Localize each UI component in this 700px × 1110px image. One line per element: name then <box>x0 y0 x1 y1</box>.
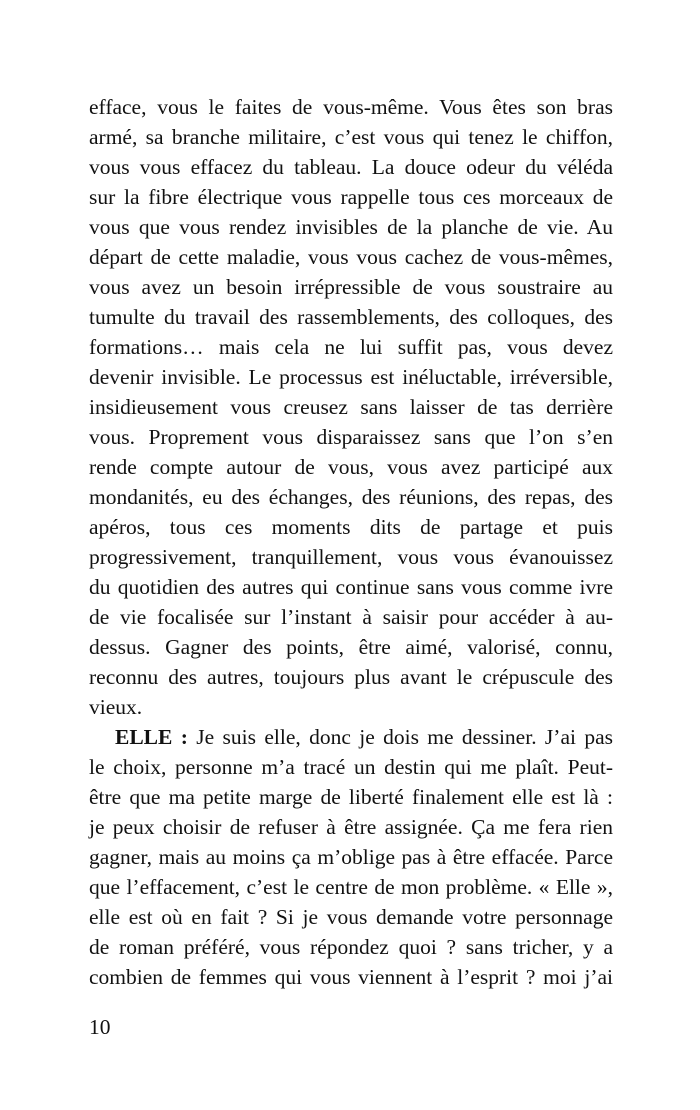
text-line: efface, vous le faites de vous-même. Vous êtes son bras <box>89 95 613 119</box>
text-line: apéros, tous ces moments dits de partage et puis <box>89 515 613 539</box>
text-line: mondanités, eu des échanges, des réunions, des repas, des <box>89 485 613 509</box>
text-line: combien de femmes qui vous viennent à l’esprit ? moi j’ai <box>89 965 613 989</box>
text-line: rende compte autour de vous, vous avez participé aux <box>89 455 613 479</box>
text-line: vous. Proprement vous disparaissez sans que l’on s’en <box>89 425 613 449</box>
speaker-line-text: Je suis elle, donc je dois me dessiner. J’ai pas <box>187 725 613 749</box>
text-line: reconnu des autres, toujours plus avant le crépuscule des <box>89 665 613 689</box>
text-line: progressivement, tranquillement, vous vous évanouissez <box>89 545 613 569</box>
text-line: elle est où en fait ? Si je vous demande votre personnage <box>89 905 613 929</box>
text-line: que l’effacement, c’est le centre de mon problème. « Elle », <box>89 875 613 899</box>
text-line: armé, sa branche militaire, c’est vous qui tenez le chiffon, <box>89 125 613 149</box>
text-line: insidieusement vous creusez sans laisser de tas derrière <box>89 395 613 419</box>
text-line: je peux choisir de refuser à être assignée. Ça me fera rien <box>89 815 613 839</box>
speaker-label: ELLE : <box>115 725 188 749</box>
text-line: vous avez un besoin irrépressible de vous soustraire au <box>89 275 613 299</box>
text-line: sur la fibre électrique vous rappelle tous ces morceaux de <box>89 185 613 209</box>
body-text <box>89 92 613 992</box>
text-line: vous vous effacez du tableau. La douce odeur du véléda <box>89 155 613 179</box>
text-line: départ de cette maladie, vous vous cachez de vous-mêmes, <box>89 245 613 269</box>
text-line: être que ma petite marge de liberté finalement elle est là : <box>89 785 613 809</box>
text-line: formations… mais cela ne lui suffit pas, vous devez <box>89 335 613 359</box>
text-line: devenir invisible. Le processus est inéluctable, irréversible, <box>89 365 613 389</box>
text-line: dessus. Gagner des points, être aimé, valorisé, connu, <box>89 635 613 659</box>
text-line: gagner, mais au moins ça m’oblige pas à être effacée. Parce <box>89 845 613 869</box>
paragraph-end-line: vieux. <box>89 695 143 719</box>
text-line: tumulte du travail des rassemblements, des colloques, des <box>89 305 613 329</box>
page-number: 10 <box>89 1015 111 1039</box>
text-line: le choix, personne m’a tracé un destin qui me plaît. Peut- <box>89 755 613 779</box>
text-line: du quotidien des autres qui continue sans vous comme ivre <box>89 575 613 599</box>
text-line: vous que vous rendez invisibles de la planche de vie. Au <box>89 215 613 239</box>
text-line: de roman préféré, vous répondez quoi ? sans tricher, y a <box>89 935 613 959</box>
speaker-line <box>89 722 613 752</box>
text-line: de vie focalisée sur l’instant à saisir pour accéder à au- <box>89 605 613 629</box>
